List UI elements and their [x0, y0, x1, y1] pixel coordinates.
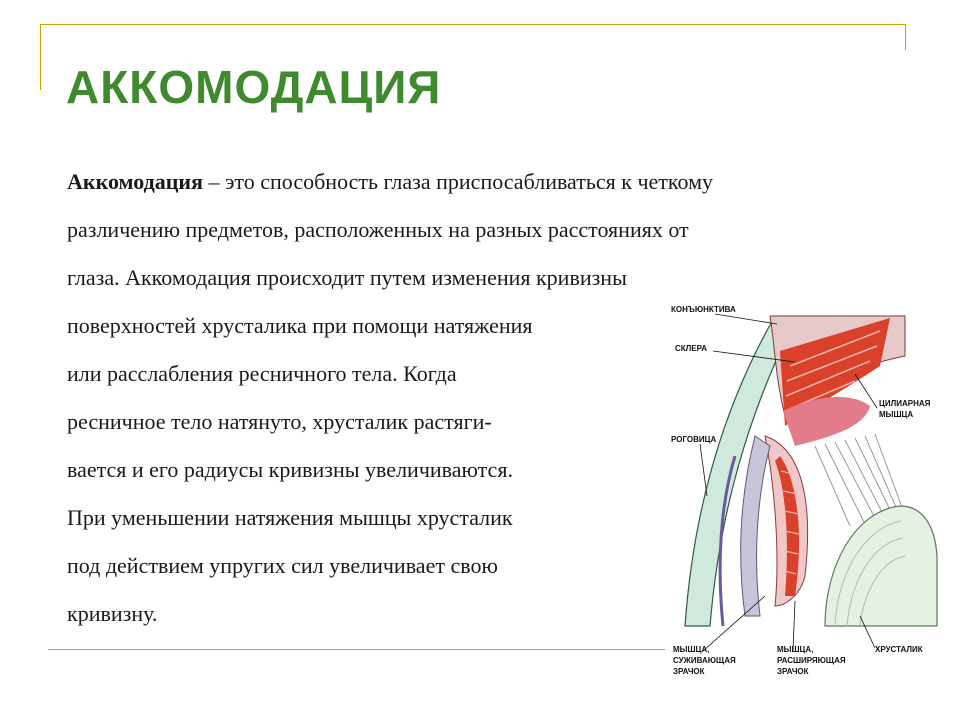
label-dilator-1: МЫШЦА, — [777, 645, 814, 654]
eye-accommodation-diagram — [665, 296, 943, 680]
label-sclera: СКЛЕРА — [675, 344, 708, 353]
slide-title: АККОМОДАЦИЯ — [66, 61, 442, 113]
paragraph-line-6: ресничное тело натянуто, хрусталик растяги- — [67, 409, 492, 434]
label-sphincter-3: ЗРАЧОК — [673, 667, 705, 676]
paragraph-line-4: поверхностей хрусталика при помощи натяжения — [67, 313, 533, 338]
label-sphincter-1: МЫШЦА, — [673, 645, 710, 654]
definition-term: Аккомодация — [67, 169, 203, 194]
label-conjunctiva: КОНЪЮНКТИВА — [671, 305, 736, 314]
paragraph-line-7: вается и его радиусы кривизны увеличиваются. — [67, 457, 513, 482]
frame-bottom-line — [48, 649, 680, 650]
label-cornea: РОГОВИЦА — [671, 435, 717, 444]
paragraph-line-10: кривизну. — [67, 601, 158, 626]
frame-top-line — [40, 24, 906, 25]
paragraph-line-2: различению предметов, расположенных на разных расстояниях от — [67, 217, 689, 242]
paragraph-line-8: При уменьшении натяжения мышцы хрусталик — [67, 505, 513, 530]
label-sphincter-2: СУЖИВАЮЩАЯ — [673, 656, 736, 665]
frame-right-line — [905, 24, 906, 50]
paragraph-line-1 — [67, 158, 867, 206]
label-dilator-2: РАСШИРЯЮЩАЯ — [777, 656, 846, 665]
paragraph-line-9: под действием упругих сил увеличивает свою — [67, 553, 498, 578]
label-dilator-3: ЗРАЧОК — [777, 667, 809, 676]
paragraph-line-1-text: – это способность глаза приспосабливаться к четкому — [202, 169, 713, 194]
paragraph-line-5: или расслабления ресничного тела. Когда — [67, 361, 457, 386]
label-ciliary-muscle-2: МЫШЦА — [879, 410, 914, 419]
frame-left-line — [40, 24, 41, 90]
label-ciliary-muscle-1: ЦИЛИАРНАЯ — [879, 399, 931, 408]
paragraph-line-3: глаза. Аккомодация происходит путем изменения кривизны — [67, 265, 627, 290]
label-lens: ХРУСТАЛИК — [875, 645, 923, 654]
